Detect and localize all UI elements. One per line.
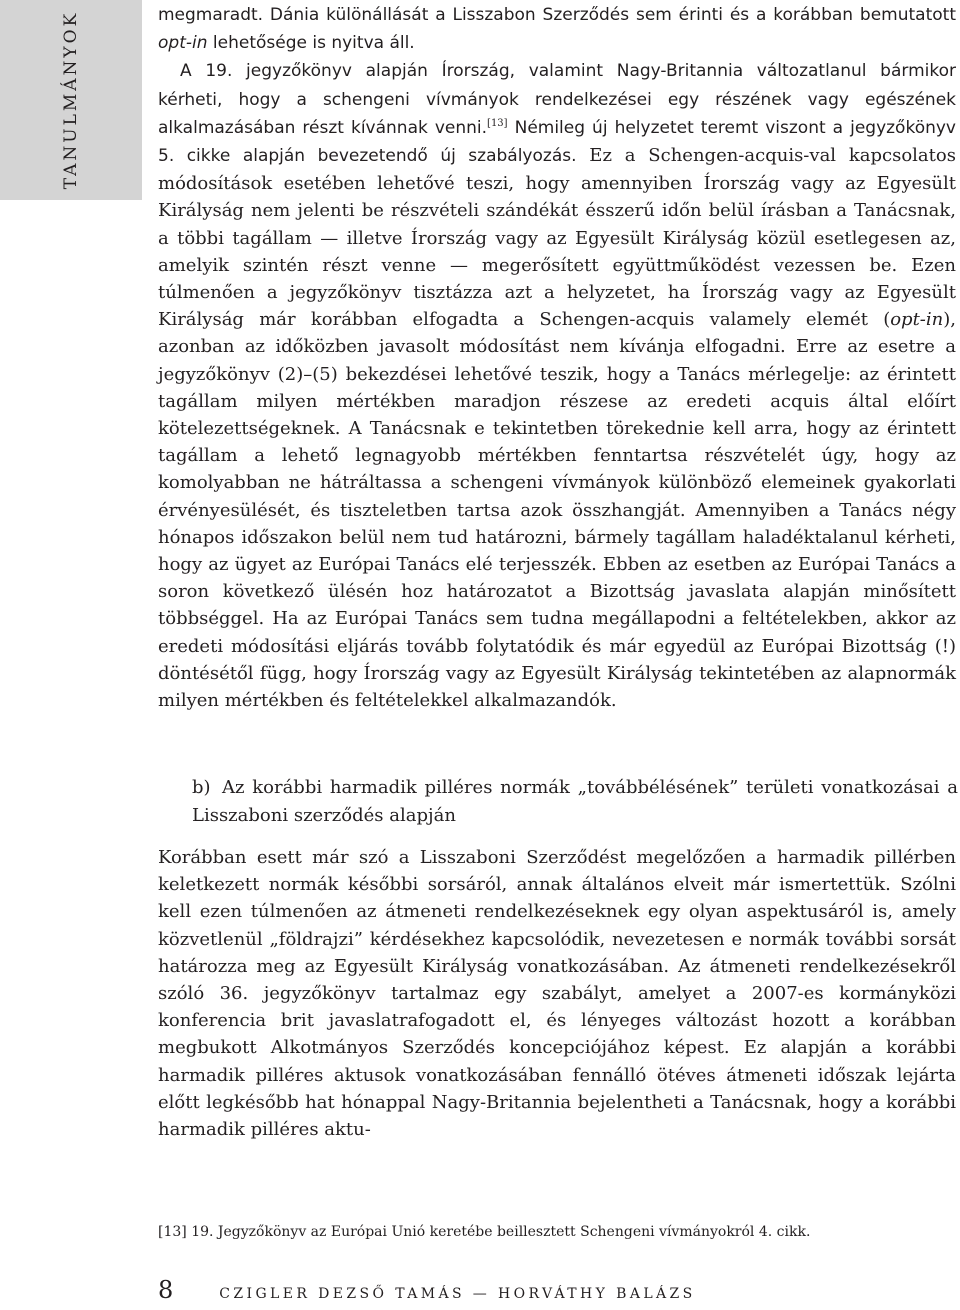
footnote: [13] 19. Jegyzőkönyv az Európai Unió keretébe beillesztett Schengeni vívmányokról 4. cikk. (158, 1224, 811, 1240)
main-text-block (158, 0, 956, 714)
paragraph-1-emphasis: opt-in (158, 33, 208, 54)
section-side-tab (0, 0, 142, 200)
paragraph-2-text-a: A 19. jegyzőkönyv alapján Írország, valamint Nagy-Britannia változatlanul bármikor kérheti, hogy a schengeni vívmányok rendelkezései egy részének vagy egészének alkalmazásában részt kívánnak venni. (158, 61, 956, 138)
footnote-reference: [13] (487, 117, 508, 129)
paragraph-2-text-d: ), azonban az időközben javasolt módosítást nem kívánja elfogadni. Erre az esetre a jegyzőkönyv (2)–(5) bekezdései lehetővé teszik, hogy a Tanács mérlegelje: az érintett tagállam milyen mértékben maradjon részese az eredeti acquis által előírt kötelezettségeknek. A Tanácsnak e tekintetben törekednie kell arra, hogy az érintett tagállam a lehető legnagyobb mértékben fenntartsa részvételét úgy, hogy az komolyabban ne hátráltassa a schengeni vívmányok különböző elemeinek gyakorlati érvényesülését, és tiszteletben tartsa azok összhangját. Amennyiben a Tanács négy hónapos időszakon belül nem tud határozni, bármely tagállam haladéktalanul kérheti, hogy az ügyet az Európai Tanács elé terjesszék. Ebben az esetben az Európai Tanács a soron következő ülésén hoz határozatot a Bizottság javaslata alapján minősített többséggel. Ha az Európai Tanács sem tudna megállapodni a feltételekben, akkor az eredeti módosítási eljárás tovább folytatódik és már egyedül az Európai Bizottság (!) döntésétől függ, hogy Írország vagy az Egyesült Királyság tekintetében az alapnormák milyen mértékben és feltételekkel alkalmazandók. (158, 309, 956, 712)
subheading (192, 774, 958, 830)
paragraph-2-emphasis: opt-in (890, 309, 944, 331)
paragraph-2-text-c: Ez a Schengen-acquis-val kapcsolatos módosítások esetében lehetővé teszi, hogy amennyiben Írország vagy az Egyesült Királyság nem jelenti be részvételi szándékát ésszerű időn belül írásban a Tanácsnak, a többi tagállam — illetve Írország vagy az Egyesült Királyság közül esetlegesen az, amelyik szintén részt venne — megerősített együttműködést vezessen be. Ezen túlmenően a jegyzőkönyv tisztázza azt a helyzetet, ha Írország vagy az Egyesült Királyság már korábban elfogadta a Schengen-acquis valamely elemét ( (158, 145, 956, 331)
paragraph-2-text-b: Némileg új helyzetet teremt viszont a jegyzőkönyv 5. cikke alapján bevezetendő új szabályozás. (158, 117, 956, 167)
second-text-block (158, 844, 956, 1143)
subheading-marker: b) (192, 777, 211, 798)
paragraph-1-text-end: lehetősége is nyitva áll. (207, 33, 415, 54)
page-number: 8 (158, 1276, 174, 1304)
paragraph-1-text: megmaradt. Dánia különállását a Lisszabon Szerződés sem érinti és a korábban bemutatott (158, 5, 956, 25)
paragraph-2 (158, 57, 956, 714)
subheading-text: Az korábbi harmadik pilléres normák „továbbélésének” területi vonatkozásai a Lisszaboni szerződés alapján (192, 777, 958, 826)
paragraph-3: Korábban esett már szó a Lisszaboni Szerződést megelőzően a harmadik pillérben keletkezett normák későbbi sorsáról, annak általános elveit már ismertettük. Szólni kell ezen túlmenően az átmeneti rendelkezéseknek egy olyan aspektusáról is, amely közvetlenül „földrajzi” kérdésekhez kapcsolódik, nevezetesen e normák további sorsát határozza meg az Egyesült Királyság vonatkozásában. Az átmeneti rendelkezésekről szóló 36. jegyzőkönyv tartalmaz egy szabályt, amelyet a 2007-es kormányközi konferencia brit javaslatrafogadott el, és lényeges változást hozott a korábban megbukott Alkotmányos Szerződés koncepciójához képest. Ez alapján a korábbi harmadik pilléres aktusok vonatkozásában fennálló ötéves átmeneti időszak lejárta előtt legkésőbb hat hónappal Nagy-Britannia bejelentheti a Tanácsnak, hogy a korábbi harmadik pilléres aktu- (158, 847, 956, 1141)
running-footer-authors: CZIGLER DEZSŐ TAMÁS — HORVÁTHY BALÁZS (219, 1286, 696, 1302)
paragraph-1 (158, 0, 956, 57)
page-footer (158, 1276, 696, 1310)
section-label: TANULMÁNYOK (61, 10, 81, 190)
